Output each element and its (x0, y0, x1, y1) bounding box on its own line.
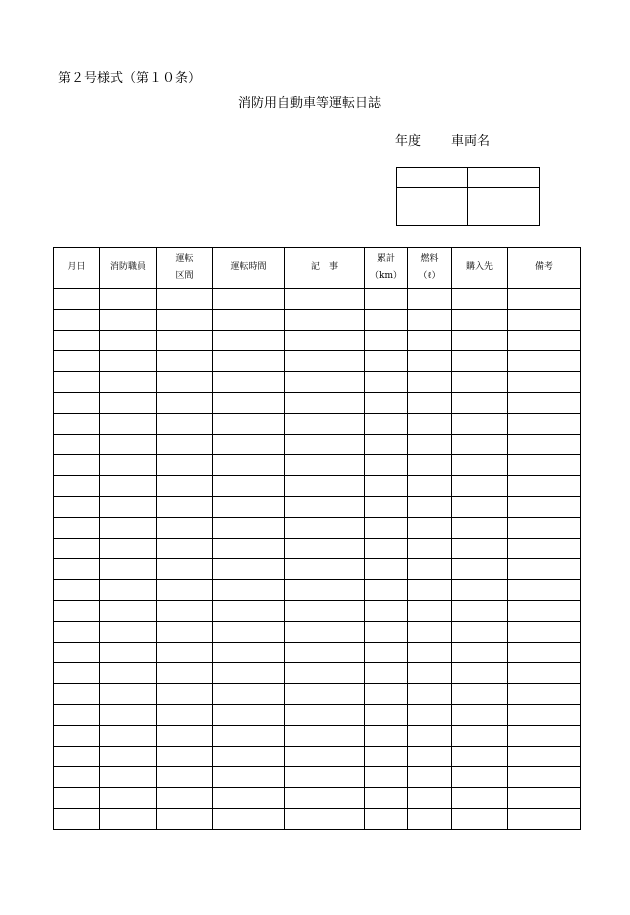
form-number: 第２号様式（第１０条） (58, 71, 202, 86)
log-cell[interactable] (213, 725, 285, 746)
log-cell[interactable] (452, 788, 508, 809)
log-row (54, 351, 581, 372)
log-cell[interactable] (54, 413, 100, 434)
log-cell[interactable] (285, 434, 365, 455)
log-cell[interactable] (157, 372, 213, 393)
log-row (54, 309, 581, 330)
column-header-notes: 記 事 (285, 248, 365, 289)
log-cell[interactable] (157, 538, 213, 559)
log-cell[interactable] (452, 600, 508, 621)
log-cell[interactable] (213, 642, 285, 663)
log-cell[interactable] (365, 559, 408, 580)
log-cell[interactable] (285, 309, 365, 330)
log-cell[interactable] (285, 559, 365, 580)
log-cell[interactable] (100, 289, 157, 310)
log-cell[interactable] (100, 476, 157, 497)
log-cell[interactable] (452, 434, 508, 455)
column-header-vendor: 購入先 (452, 248, 508, 289)
driving-log-table (53, 247, 581, 830)
log-cell[interactable] (508, 725, 581, 746)
log-cell[interactable] (365, 351, 408, 372)
log-cell[interactable] (157, 289, 213, 310)
log-cell[interactable] (408, 684, 452, 705)
log-cell[interactable] (452, 289, 508, 310)
log-cell[interactable] (452, 684, 508, 705)
vehicle-name-label: 車両名 (451, 134, 491, 149)
log-cell[interactable] (452, 663, 508, 684)
log-cell[interactable] (54, 663, 100, 684)
log-cell[interactable] (157, 767, 213, 788)
log-cell[interactable] (508, 372, 581, 393)
log-cell[interactable] (408, 372, 452, 393)
log-cell[interactable] (452, 580, 508, 601)
log-cell[interactable] (508, 621, 581, 642)
log-cell[interactable] (285, 330, 365, 351)
log-row (54, 392, 581, 413)
log-cell[interactable] (452, 392, 508, 413)
log-row (54, 767, 581, 788)
log-cell[interactable] (157, 330, 213, 351)
log-cell[interactable] (508, 289, 581, 310)
log-cell[interactable] (213, 330, 285, 351)
log-cell[interactable] (408, 392, 452, 413)
log-cell[interactable] (365, 600, 408, 621)
log-cell[interactable] (365, 808, 408, 829)
log-cell[interactable] (408, 559, 452, 580)
log-cell[interactable] (452, 725, 508, 746)
log-cell[interactable] (508, 559, 581, 580)
log-body (54, 289, 581, 830)
log-cell[interactable] (408, 309, 452, 330)
log-cell[interactable] (285, 372, 365, 393)
log-cell[interactable] (408, 600, 452, 621)
log-cell[interactable] (365, 621, 408, 642)
log-cell[interactable] (157, 704, 213, 725)
log-cell[interactable] (54, 767, 100, 788)
log-row (54, 663, 581, 684)
log-cell[interactable] (100, 372, 157, 393)
log-cell[interactable] (54, 351, 100, 372)
log-cell[interactable] (213, 309, 285, 330)
log-cell[interactable] (365, 788, 408, 809)
log-cell[interactable] (365, 476, 408, 497)
log-cell[interactable] (508, 392, 581, 413)
log-cell[interactable] (54, 725, 100, 746)
log-cell[interactable] (157, 309, 213, 330)
log-cell[interactable] (54, 642, 100, 663)
log-cell[interactable] (54, 434, 100, 455)
log-cell[interactable] (408, 434, 452, 455)
log-row (54, 725, 581, 746)
log-cell[interactable] (285, 663, 365, 684)
log-cell[interactable] (213, 746, 285, 767)
log-cell[interactable] (285, 517, 365, 538)
log-cell[interactable] (452, 517, 508, 538)
log-cell[interactable] (157, 621, 213, 642)
log-cell[interactable] (452, 767, 508, 788)
column-header-remarks: 備考 (508, 248, 581, 289)
log-cell[interactable] (285, 538, 365, 559)
log-cell[interactable] (285, 476, 365, 497)
log-row (54, 621, 581, 642)
log-cell[interactable] (285, 788, 365, 809)
log-cell[interactable] (157, 600, 213, 621)
log-cell[interactable] (100, 496, 157, 517)
log-cell[interactable] (452, 642, 508, 663)
log-row (54, 559, 581, 580)
log-cell[interactable] (452, 372, 508, 393)
log-cell[interactable] (452, 330, 508, 351)
column-header-driving-time: 運転時間 (213, 248, 285, 289)
log-cell[interactable] (54, 746, 100, 767)
log-cell[interactable] (285, 767, 365, 788)
log-cell[interactable] (54, 289, 100, 310)
log-cell[interactable] (157, 788, 213, 809)
log-cell[interactable] (100, 600, 157, 621)
log-cell[interactable] (100, 642, 157, 663)
log-cell[interactable] (100, 559, 157, 580)
log-row (54, 580, 581, 601)
log-cell[interactable] (213, 413, 285, 434)
log-cell[interactable] (408, 580, 452, 601)
log-cell[interactable] (213, 455, 285, 476)
log-cell[interactable] (157, 351, 213, 372)
column-header-date: 月日 (54, 248, 100, 289)
log-row (54, 289, 581, 310)
log-cell[interactable] (365, 434, 408, 455)
log-cell[interactable] (285, 642, 365, 663)
log-cell[interactable] (100, 392, 157, 413)
log-cell[interactable] (157, 580, 213, 601)
log-cell[interactable] (408, 496, 452, 517)
log-cell[interactable] (157, 663, 213, 684)
log-cell[interactable] (285, 808, 365, 829)
log-cell[interactable] (213, 663, 285, 684)
log-cell[interactable] (54, 538, 100, 559)
log-cell[interactable] (100, 580, 157, 601)
log-cell[interactable] (365, 496, 408, 517)
log-row (54, 746, 581, 767)
log-row (54, 496, 581, 517)
log-cell[interactable] (365, 330, 408, 351)
log-cell[interactable] (213, 767, 285, 788)
log-cell[interactable] (100, 309, 157, 330)
log-cell[interactable] (452, 538, 508, 559)
log-row (54, 684, 581, 705)
log-cell[interactable] (408, 704, 452, 725)
log-row (54, 476, 581, 497)
log-cell[interactable] (408, 788, 452, 809)
log-row (54, 600, 581, 621)
log-cell[interactable] (408, 808, 452, 829)
log-cell[interactable] (508, 351, 581, 372)
log-cell[interactable] (285, 600, 365, 621)
log-cell[interactable] (508, 663, 581, 684)
log-cell[interactable] (100, 330, 157, 351)
log-cell[interactable] (285, 704, 365, 725)
log-cell[interactable] (408, 413, 452, 434)
column-header-fuel: 燃料 （ℓ） (408, 248, 452, 289)
log-cell[interactable] (508, 413, 581, 434)
log-cell[interactable] (285, 746, 365, 767)
log-cell[interactable] (54, 330, 100, 351)
log-cell[interactable] (285, 684, 365, 705)
log-cell[interactable] (408, 351, 452, 372)
log-cell[interactable] (365, 392, 408, 413)
log-cell[interactable] (365, 725, 408, 746)
log-cell[interactable] (54, 559, 100, 580)
log-cell[interactable] (213, 788, 285, 809)
log-cell[interactable] (408, 663, 452, 684)
log-cell[interactable] (508, 517, 581, 538)
log-cell[interactable] (452, 413, 508, 434)
log-cell[interactable] (508, 788, 581, 809)
log-cell[interactable] (213, 434, 285, 455)
log-cell[interactable] (365, 704, 408, 725)
log-cell[interactable] (452, 808, 508, 829)
log-cell[interactable] (213, 600, 285, 621)
vehicle-info-cell[interactable] (397, 168, 468, 188)
log-cell[interactable] (365, 309, 408, 330)
log-cell[interactable] (285, 289, 365, 310)
log-row (54, 455, 581, 476)
log-cell[interactable] (408, 476, 452, 497)
log-cell[interactable] (408, 455, 452, 476)
vehicle-info-box (396, 167, 540, 226)
log-cell[interactable] (100, 434, 157, 455)
log-cell[interactable] (365, 455, 408, 476)
log-cell[interactable] (54, 476, 100, 497)
log-cell[interactable] (408, 517, 452, 538)
log-cell[interactable] (157, 496, 213, 517)
log-cell[interactable] (157, 434, 213, 455)
log-cell[interactable] (100, 767, 157, 788)
log-cell[interactable] (100, 725, 157, 746)
log-cell[interactable] (508, 330, 581, 351)
log-cell[interactable] (100, 684, 157, 705)
log-cell[interactable] (157, 413, 213, 434)
log-cell[interactable] (508, 538, 581, 559)
log-cell[interactable] (452, 621, 508, 642)
log-cell[interactable] (100, 621, 157, 642)
log-cell[interactable] (213, 580, 285, 601)
log-cell[interactable] (285, 621, 365, 642)
log-cell[interactable] (452, 309, 508, 330)
log-cell[interactable] (508, 476, 581, 497)
log-cell[interactable] (54, 392, 100, 413)
log-cell[interactable] (213, 684, 285, 705)
log-cell[interactable] (213, 559, 285, 580)
log-cell[interactable] (100, 788, 157, 809)
log-cell[interactable] (100, 808, 157, 829)
log-cell[interactable] (365, 663, 408, 684)
vehicle-info-cell[interactable] (468, 188, 540, 226)
log-cell[interactable] (54, 808, 100, 829)
log-cell[interactable] (100, 746, 157, 767)
log-cell[interactable] (408, 642, 452, 663)
log-row (54, 434, 581, 455)
log-cell[interactable] (508, 684, 581, 705)
log-cell[interactable] (408, 289, 452, 310)
log-cell[interactable] (157, 392, 213, 413)
log-cell[interactable] (213, 289, 285, 310)
log-row (54, 704, 581, 725)
log-cell[interactable] (365, 538, 408, 559)
log-cell[interactable] (408, 538, 452, 559)
log-cell[interactable] (54, 684, 100, 705)
log-cell[interactable] (508, 309, 581, 330)
log-cell[interactable] (408, 725, 452, 746)
log-cell[interactable] (508, 496, 581, 517)
log-cell[interactable] (213, 517, 285, 538)
log-cell[interactable] (408, 621, 452, 642)
log-cell[interactable] (365, 580, 408, 601)
log-cell[interactable] (213, 808, 285, 829)
log-cell[interactable] (365, 372, 408, 393)
log-cell[interactable] (285, 392, 365, 413)
log-cell[interactable] (365, 684, 408, 705)
log-cell[interactable] (365, 767, 408, 788)
log-cell[interactable] (100, 455, 157, 476)
log-cell[interactable] (54, 704, 100, 725)
document-title: 消防用自動車等運転日誌 (238, 96, 382, 111)
log-cell[interactable] (508, 580, 581, 601)
log-row (54, 642, 581, 663)
log-cell[interactable] (157, 559, 213, 580)
log-cell[interactable] (452, 351, 508, 372)
log-cell[interactable] (508, 434, 581, 455)
log-cell[interactable] (54, 788, 100, 809)
log-cell[interactable] (508, 455, 581, 476)
log-cell[interactable] (408, 746, 452, 767)
log-cell[interactable] (213, 496, 285, 517)
column-header-cumulative-km: 累計 （km） (365, 248, 408, 289)
log-cell[interactable] (54, 580, 100, 601)
log-cell[interactable] (452, 746, 508, 767)
log-cell[interactable] (508, 767, 581, 788)
log-row (54, 413, 581, 434)
log-cell[interactable] (285, 496, 365, 517)
log-cell[interactable] (54, 309, 100, 330)
log-cell[interactable] (100, 517, 157, 538)
log-cell[interactable] (100, 413, 157, 434)
log-row (54, 538, 581, 559)
log-cell[interactable] (157, 808, 213, 829)
log-cell[interactable] (157, 642, 213, 663)
log-cell[interactable] (285, 351, 365, 372)
log-cell[interactable] (213, 621, 285, 642)
log-cell[interactable] (213, 392, 285, 413)
log-header-row (54, 248, 581, 289)
log-cell[interactable] (452, 559, 508, 580)
log-cell[interactable] (100, 704, 157, 725)
log-cell[interactable] (508, 600, 581, 621)
log-cell[interactable] (452, 496, 508, 517)
log-cell[interactable] (508, 808, 581, 829)
log-cell[interactable] (157, 517, 213, 538)
log-cell[interactable] (213, 351, 285, 372)
log-cell[interactable] (285, 725, 365, 746)
log-row (54, 788, 581, 809)
log-cell[interactable] (408, 767, 452, 788)
log-cell[interactable] (54, 455, 100, 476)
log-cell[interactable] (54, 496, 100, 517)
log-cell[interactable] (508, 642, 581, 663)
vehicle-info-cell[interactable] (468, 168, 540, 188)
log-cell[interactable] (365, 642, 408, 663)
log-cell[interactable] (54, 517, 100, 538)
log-cell[interactable] (285, 455, 365, 476)
column-header-section: 運転 区間 (157, 248, 213, 289)
log-cell[interactable] (365, 289, 408, 310)
log-cell[interactable] (213, 704, 285, 725)
log-cell[interactable] (157, 746, 213, 767)
log-cell[interactable] (508, 746, 581, 767)
log-cell[interactable] (213, 372, 285, 393)
log-row (54, 517, 581, 538)
log-cell[interactable] (157, 684, 213, 705)
log-cell[interactable] (157, 455, 213, 476)
log-row (54, 372, 581, 393)
log-cell[interactable] (54, 372, 100, 393)
log-cell[interactable] (365, 746, 408, 767)
log-cell[interactable] (54, 600, 100, 621)
log-cell[interactable] (54, 621, 100, 642)
log-cell[interactable] (213, 538, 285, 559)
log-cell[interactable] (365, 517, 408, 538)
log-cell[interactable] (100, 663, 157, 684)
log-cell[interactable] (408, 330, 452, 351)
year-label: 年度 (395, 134, 422, 149)
log-cell[interactable] (285, 413, 365, 434)
log-cell[interactable] (365, 413, 408, 434)
log-cell[interactable] (452, 455, 508, 476)
log-cell[interactable] (157, 476, 213, 497)
log-cell[interactable] (213, 476, 285, 497)
log-cell[interactable] (452, 476, 508, 497)
vehicle-info-cell[interactable] (397, 188, 468, 226)
log-cell[interactable] (100, 538, 157, 559)
log-cell[interactable] (100, 351, 157, 372)
log-cell[interactable] (157, 725, 213, 746)
log-row (54, 330, 581, 351)
log-cell[interactable] (508, 704, 581, 725)
log-row (54, 808, 581, 829)
log-cell[interactable] (452, 704, 508, 725)
log-cell[interactable] (285, 580, 365, 601)
column-header-staff: 消防職員 (100, 248, 157, 289)
